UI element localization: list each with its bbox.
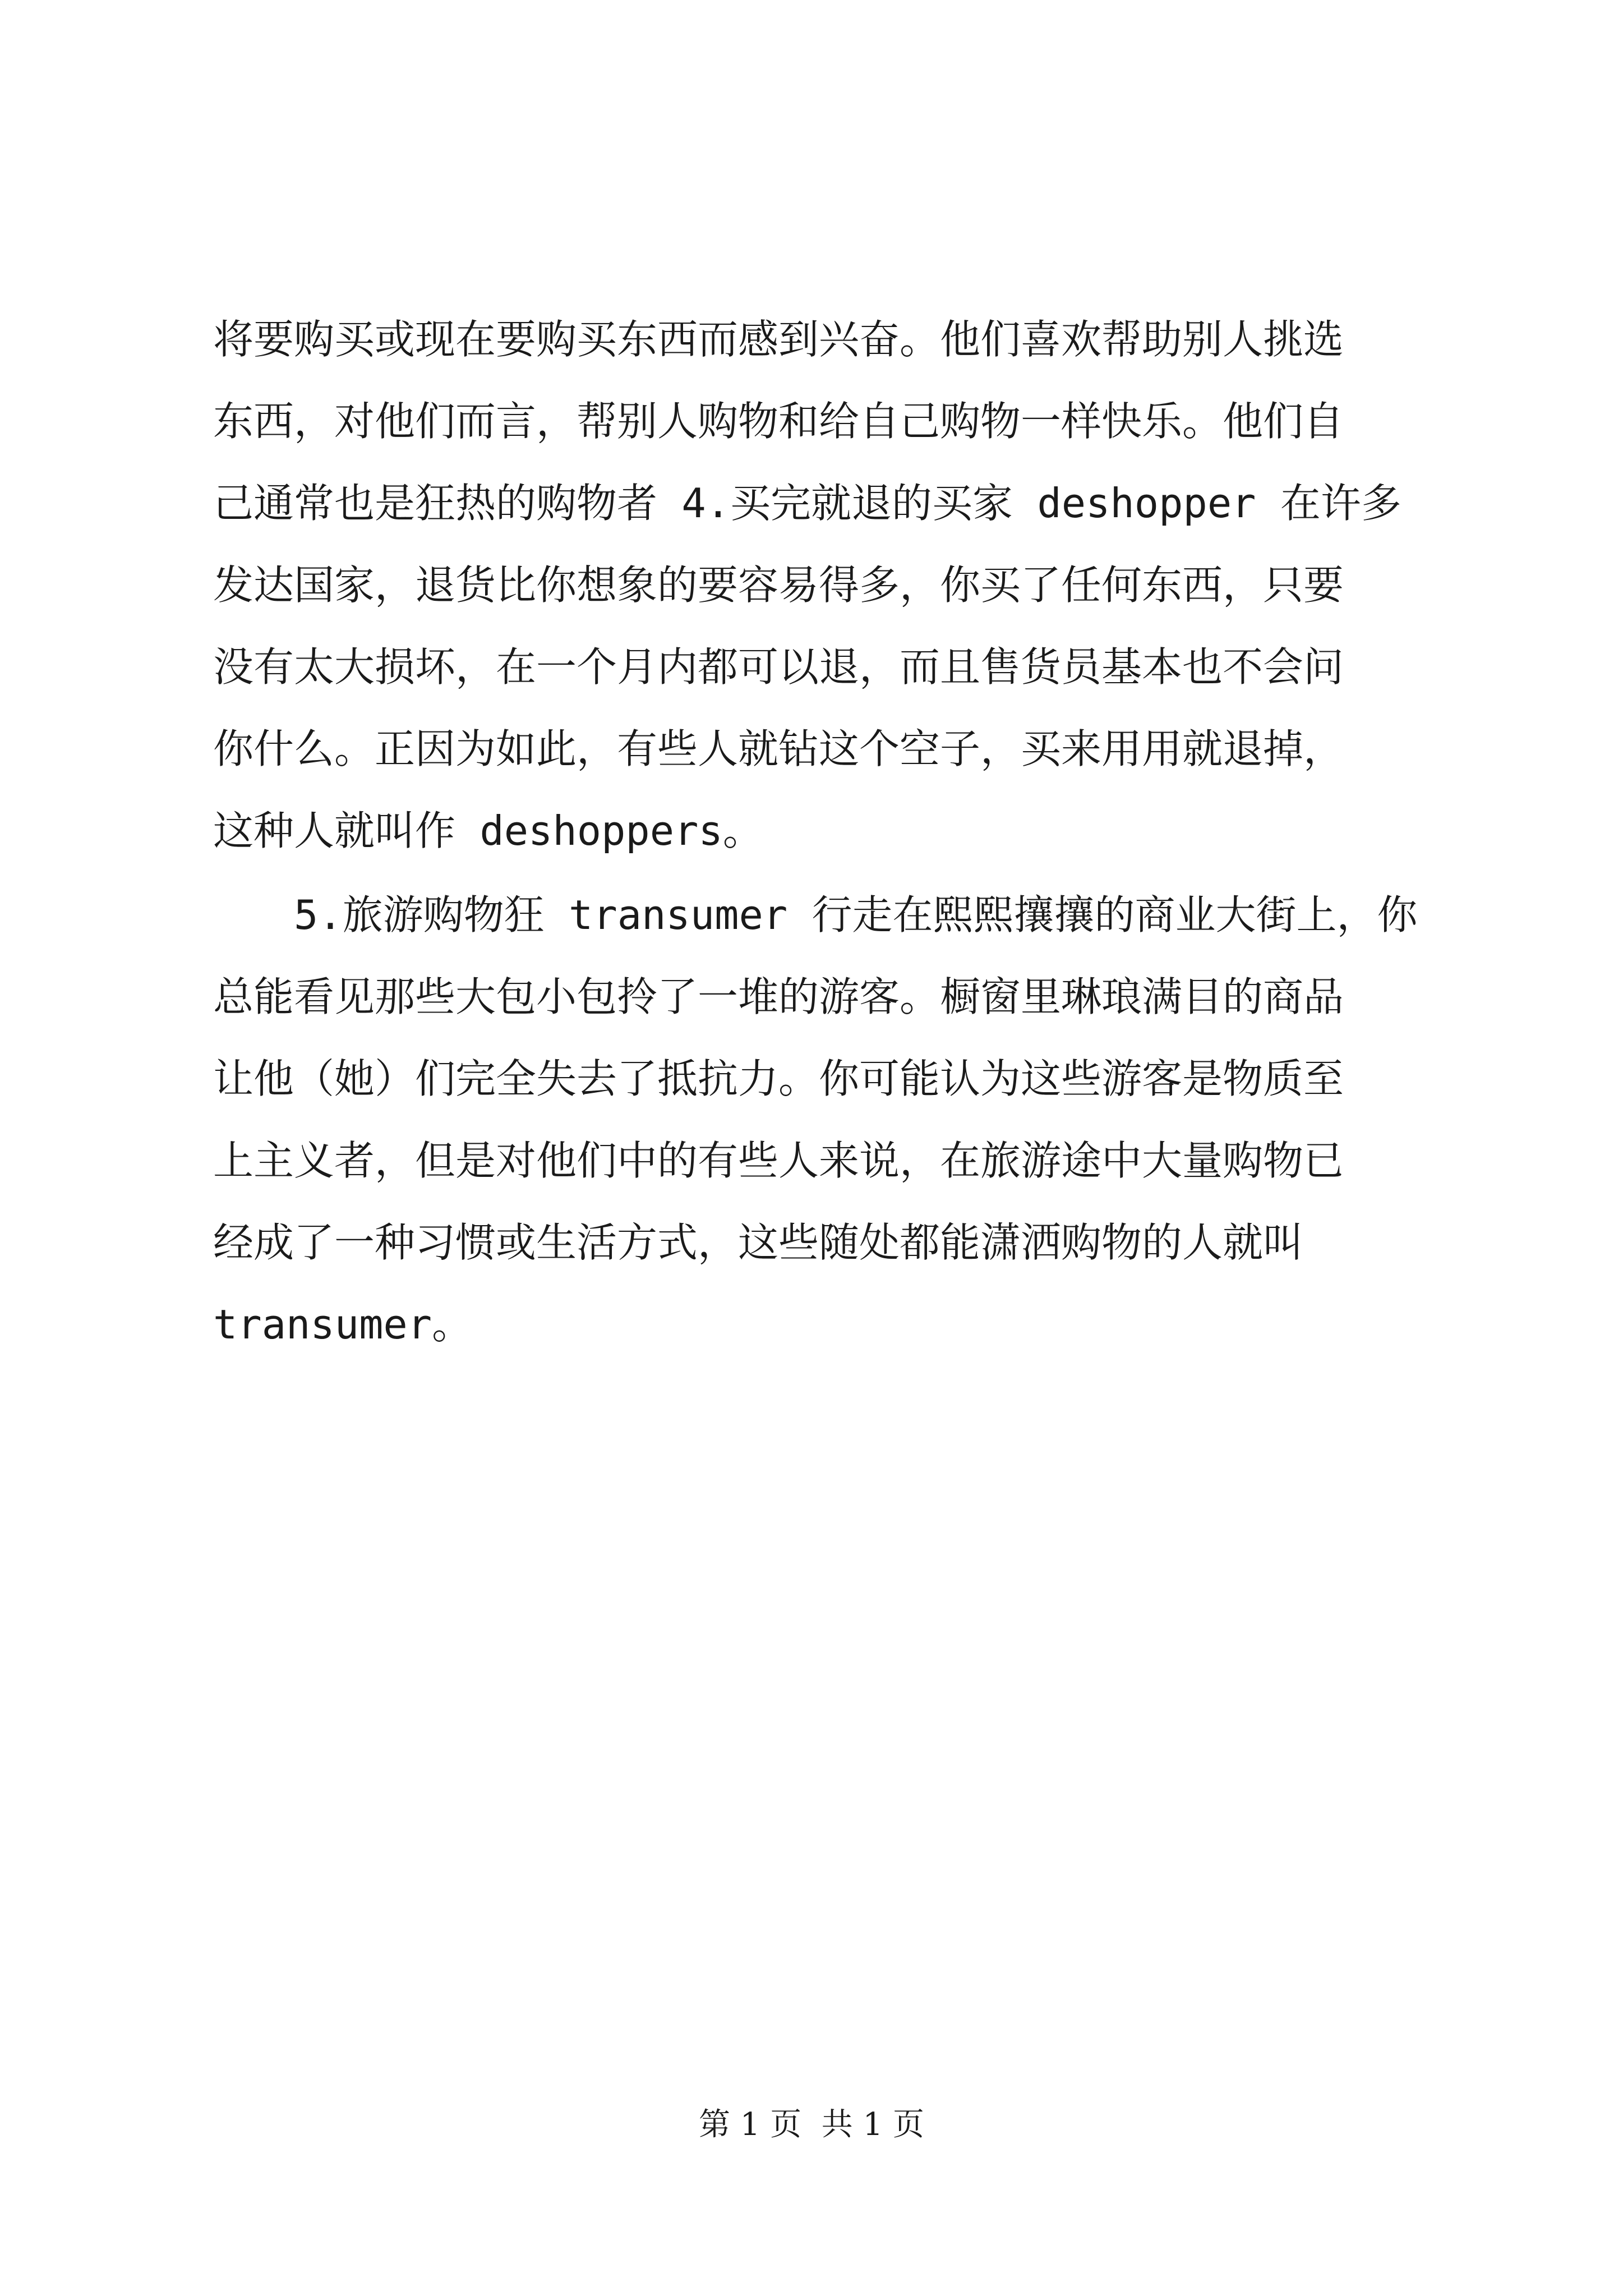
paragraph-line: 没有太大损坏，在一个月内都可以退，而且售货员基本也不会问 (213, 643, 1344, 691)
paragraph-line: 这种人就叫作 deshoppers。 (213, 807, 763, 854)
paragraph-line: 发达国家，退货比你想象的要容易得多，你买了任何东西，只要 (213, 562, 1344, 609)
paragraph-line: 东西，对他们而言，帮别人购物和给自己购物一样快乐。他们自 (213, 398, 1344, 445)
paragraph-line: 上主义者，但是对他们中的有些人来说，在旅游途中大量购物已 (213, 1137, 1344, 1184)
page-number-label: 第 1 页 共 1 页 (698, 2106, 925, 2143)
paragraph-line: 总能看见那些大包小包拎了一堆的游客。橱窗里琳琅满目的商品 (213, 973, 1344, 1020)
paragraph-1 (213, 298, 1424, 872)
paragraph-line: 让他（她）们完全失去了抵抗力。你可能认为这些游客是物质至 (213, 1055, 1344, 1102)
paragraph-line: 你什么。正因为如此，有些人就钻这个空子，买来用用就退掉， (213, 725, 1344, 772)
paragraph-line: 将要购买或现在要购买东西而感到兴奋。他们喜欢帮助别人挑选 (213, 316, 1344, 363)
paragraph-line: 己通常也是狂热的购物者 4.买完就退的买家 deshopper 在许多 (213, 480, 1401, 527)
paragraph-line: transumer。 (213, 1301, 473, 1348)
page-footer (0, 2102, 1623, 2147)
paragraph-line: 5.旅游购物狂 transumer 行走在熙熙攘攘的商业大街上，你 (294, 891, 1418, 938)
paragraph-line: 经成了一种习惯或生活方式，这些随处都能潇洒购物的人就叫 (213, 1219, 1304, 1266)
paragraph-2 (213, 874, 1424, 1365)
